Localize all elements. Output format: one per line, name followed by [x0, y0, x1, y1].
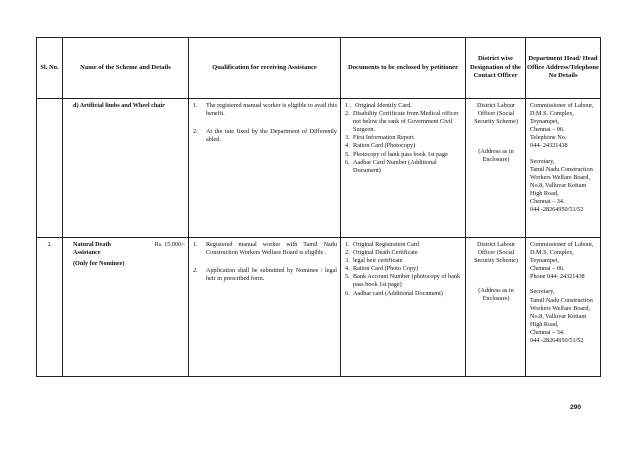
- header-qualification: Qualification for receiving Assistance: [189, 38, 341, 99]
- district-office-cell: District Labour Officer (Social Security Scheme) (Address as in Enclosure): [466, 238, 526, 377]
- header-documents: Documents to be enclosed by petitioner: [341, 38, 466, 99]
- table-header-row: [37, 38, 601, 99]
- list-item: 5. Photocopy of bank pass book 1st page: [345, 150, 448, 158]
- list-item: 2. Original Death Certificate: [345, 249, 418, 257]
- table-row: [37, 238, 601, 377]
- list-item: 2. Disability Certificate from Medical officer not below the rank of Government Civil Surgeon.: [345, 110, 459, 134]
- list-item: 4. Ration Card (Photocopy): [345, 142, 416, 150]
- sl-no-cell: 2.: [37, 238, 63, 377]
- scheme-note: (Only for Nominee): [73, 260, 125, 268]
- list-item: 6. Aadhar Card Number (Additional Document): [345, 158, 437, 174]
- list-item: 1. Registered manual worker with Tamil Nadu Construction Workers Welfare Board is eligible .: [193, 241, 337, 257]
- header-scheme: Name of the Scheme and Details: [63, 38, 189, 99]
- qualification-cell: [189, 238, 341, 377]
- page-number: 290: [570, 404, 582, 411]
- list-item: 1. The registered manual worker is eligible to avail this benefit.: [193, 102, 337, 118]
- header-department: Department Head/ Head Office Address/Telephone No Details: [526, 38, 601, 99]
- list-item: 2. At the rate fixed by the Department of Differently abled.: [193, 128, 337, 144]
- scheme-table: [36, 37, 601, 377]
- sl-no-cell: [37, 99, 63, 238]
- documents-cell: [341, 238, 466, 377]
- list-item: 3. First Information Report: [345, 134, 414, 142]
- scheme-cell: [63, 238, 189, 377]
- list-item: 6. Aadhar card (Additional Document): [345, 289, 443, 297]
- list-item: 2. Application shall be submitted by Nominee / legal heir in prescribed form.: [193, 267, 337, 283]
- department-cell: Commissioner of Labour, D.M.S. Complex, Teynampet, Chennai – 06. Telephone No. 044- 24321438 Secretary, Tamil Nadu Construction Workers Welfare Board, No.8, Valluvar Kottam High Road, Chennai – 34. 044 -28264950/51/52: [526, 99, 601, 238]
- amount: Rs. 15,000/-: [154, 241, 185, 248]
- list-item: 1 . Original Identify Card.: [345, 102, 412, 109]
- header-district-office: District wise Designation of the Contact Officer: [466, 38, 526, 99]
- list-item: 3. legal heir certificate: [345, 257, 403, 265]
- documents-cell: [341, 99, 466, 238]
- district-office-cell: District Labour Officer (Social Security Scheme) (Address as in Enclosure): [466, 99, 526, 238]
- list-item: 1. Original Registration Card: [345, 241, 419, 248]
- list-item: 4. Ration Card (Photo Copy): [345, 265, 419, 273]
- header-sl-no: Sl. No.: [37, 38, 63, 99]
- qualification-cell: [189, 99, 341, 238]
- table-row: [37, 99, 601, 238]
- scheme-name: Natural Death Assistance: [73, 241, 111, 257]
- list-item: 5. Bank Account Number (photocopy of bank pass book 1st page): [345, 273, 461, 289]
- scheme-cell: d) Artificial limbs and Wheel chair: [63, 99, 189, 238]
- department-cell: Commissioner of Labour, D.M.S. Complex, Teynampet, Chennai – 06. Phone 044- 24321438 Secretary, Tamil Nadu Construction Workers Welfare Board, No.8, Valluvar Kottam High Road, Chennai – 34. 044 -28264950/51/52: [526, 238, 601, 377]
